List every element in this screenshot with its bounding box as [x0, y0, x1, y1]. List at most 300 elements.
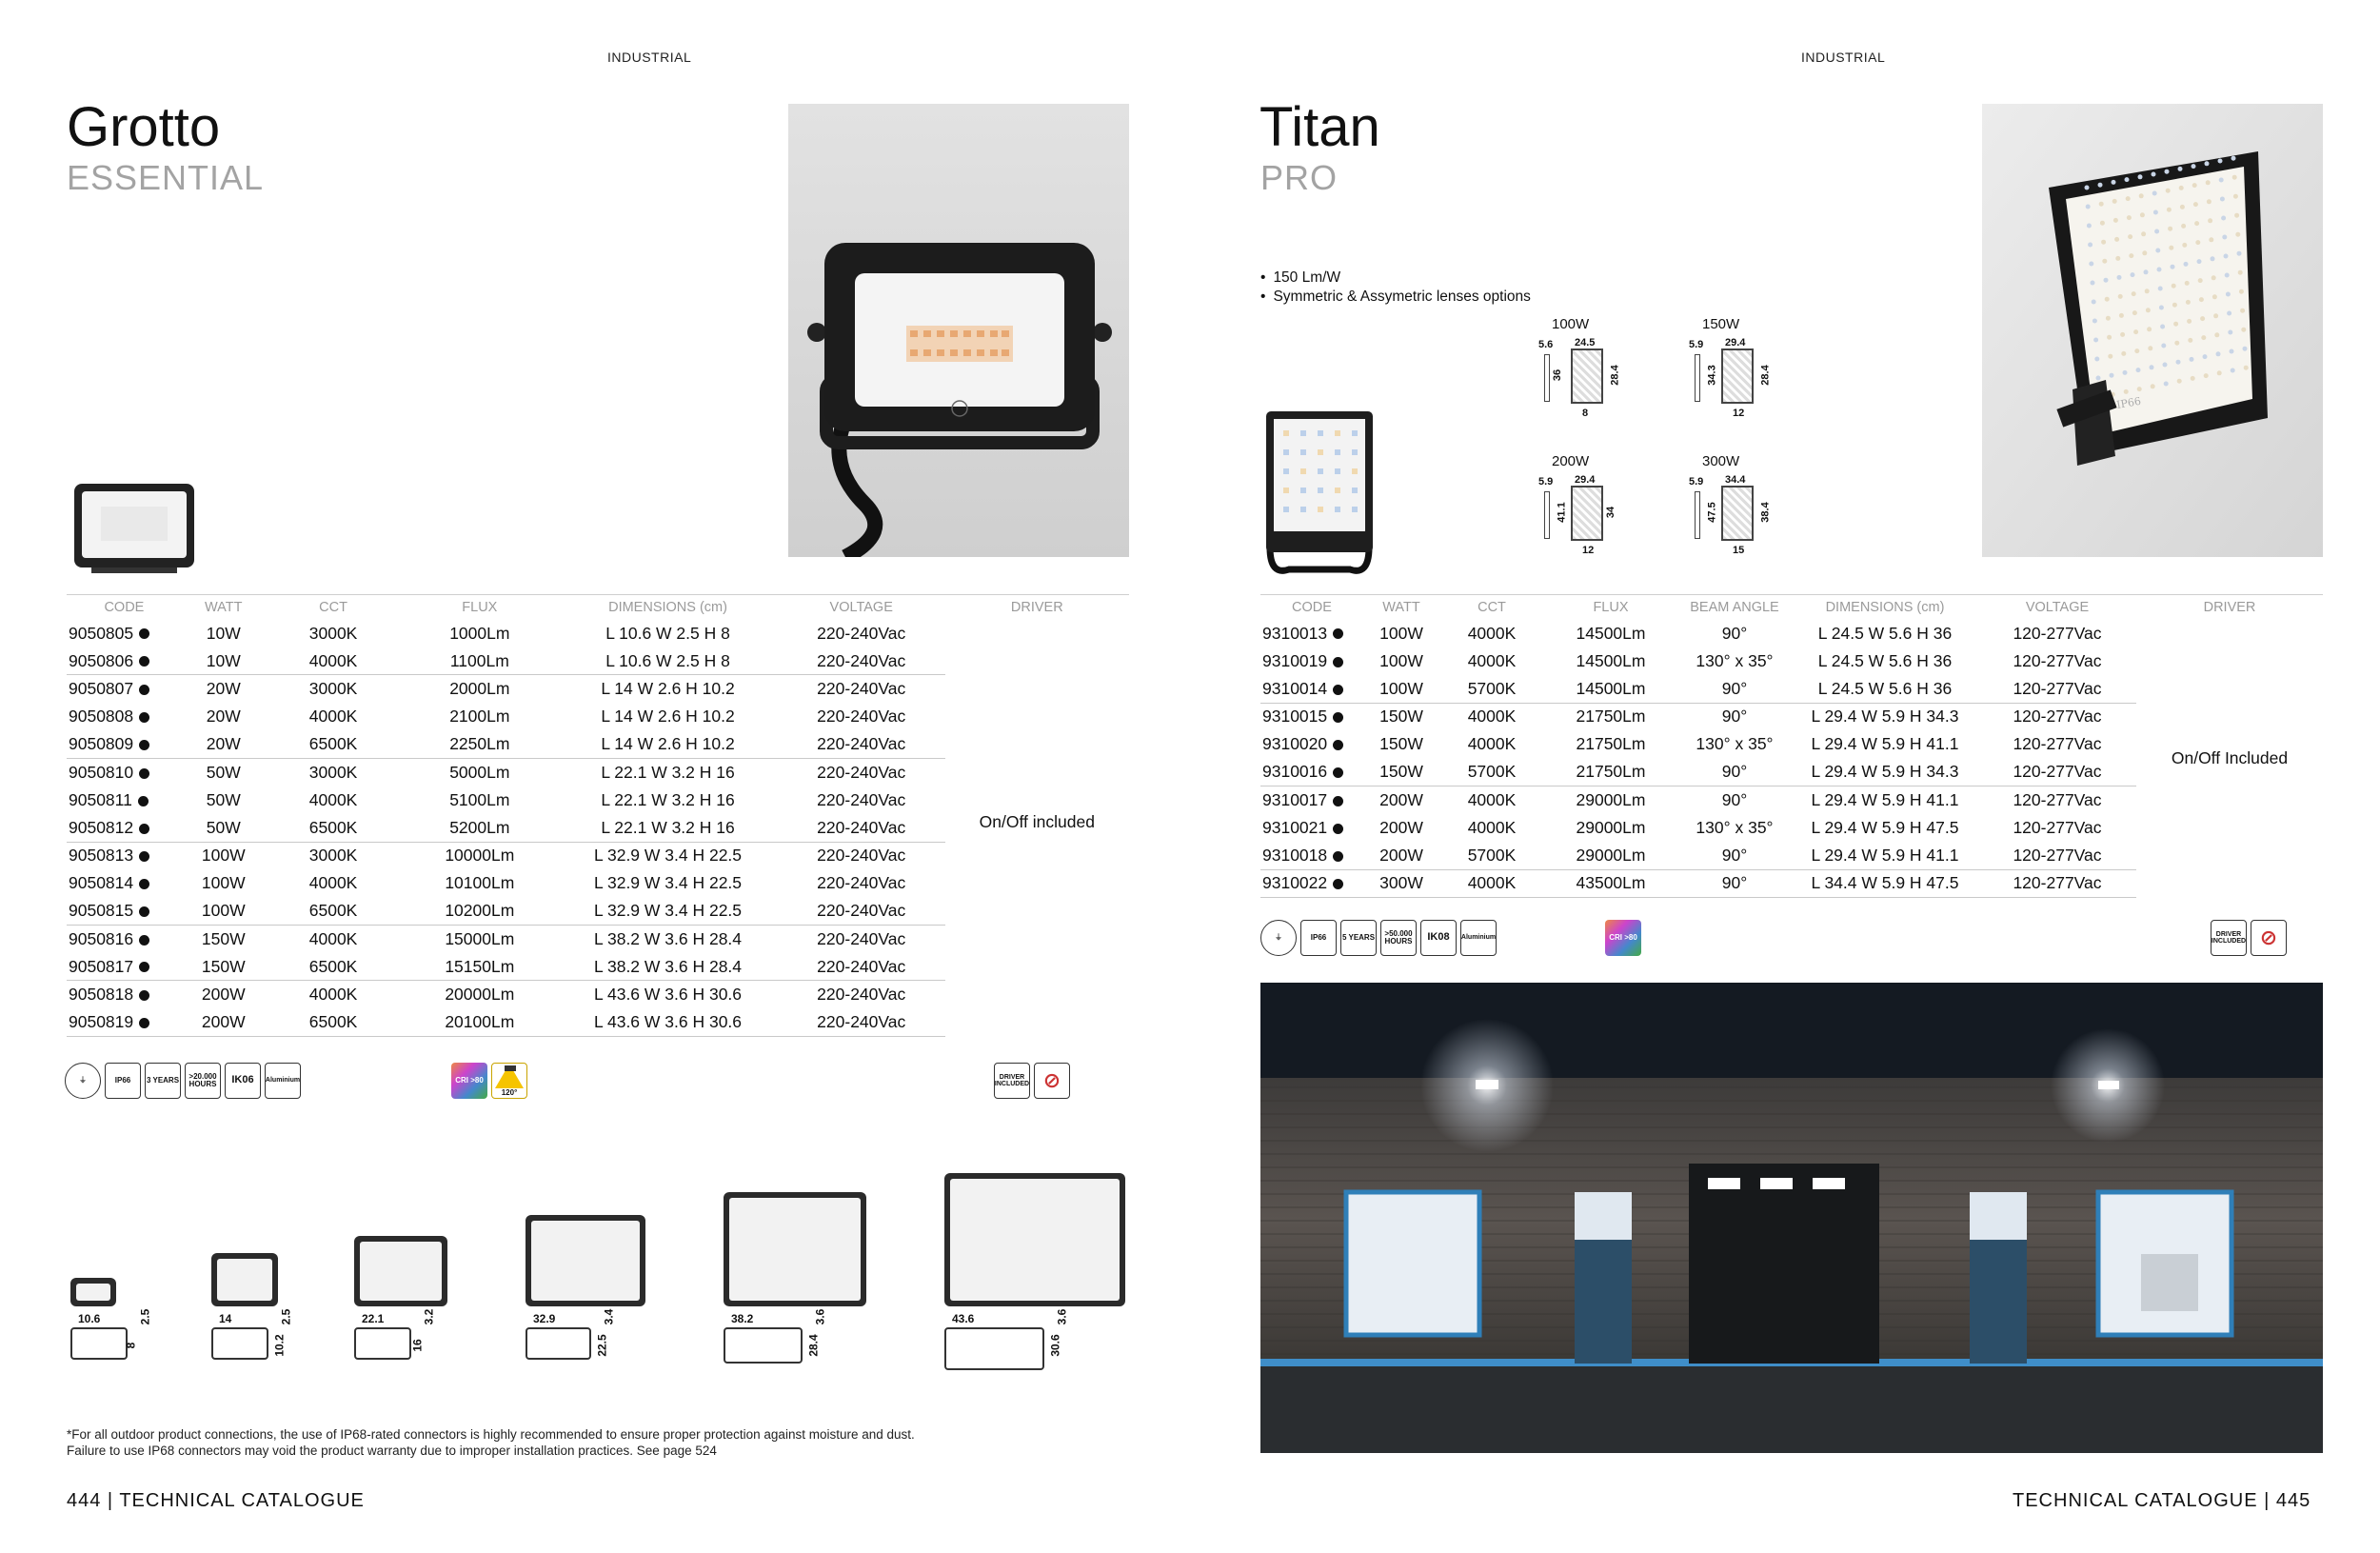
color-dot-icon: [1333, 879, 1343, 889]
driver-cell: On/Off Included: [2171, 747, 2289, 767]
table-header: [1260, 595, 2323, 620]
size-outline-icon: [70, 1327, 128, 1360]
table-cell: 4000K: [308, 985, 358, 1005]
color-dot-icon: [1333, 851, 1343, 862]
table-cell: 150W: [182, 953, 266, 981]
table-cell: 200W: [1379, 789, 1423, 809]
table-cell: L 32.9 W 3.4 H 22.5: [558, 897, 778, 925]
table-cell: 120-277Vac: [2013, 707, 2102, 727]
table-cell: L 32.9 W 3.4 H 22.5: [594, 846, 743, 866]
table-cell: 5700K: [1439, 675, 1544, 703]
table-cell: 220-240Vac: [778, 647, 945, 675]
table-cell: 21750Lm: [1576, 707, 1646, 727]
footnote: [67, 1426, 915, 1459]
table-cell: 20000Lm: [445, 985, 515, 1005]
color-dot-icon: [139, 628, 149, 639]
table-cell: L 14 W 2.6 H 10.2: [558, 730, 778, 758]
color-dot-icon: [139, 851, 149, 862]
table-cell: 43500Lm: [1544, 869, 1677, 897]
table-cell: 220-240Vac: [778, 897, 945, 925]
table-cell: 6500K: [266, 814, 402, 842]
table-cell: 220-240Vac: [817, 985, 906, 1005]
cell-code-text: 9050816: [69, 928, 134, 948]
cell-code-text: 9050814: [69, 873, 134, 893]
color-dot-icon: [138, 796, 149, 806]
driver-cell: On/Off included: [979, 811, 1095, 831]
color-dot-icon: [139, 740, 149, 750]
table-cell: L 24.5 W 5.6 H 36: [1817, 650, 1953, 670]
table-cell: 5200Lm: [401, 814, 558, 842]
footnote-line: *For all outdoor product connections, the use of IP68-rated connectors is highly recommended to ensure proper protection against moisture and dust.: [67, 1427, 915, 1442]
cell-code: [1260, 675, 1363, 703]
tech-dim-c: 34.3: [1706, 365, 1718, 386]
col-header: DIMENSIONS (cm): [558, 595, 778, 620]
cell-code-text: 9310017: [1262, 789, 1328, 809]
table-cell: 120-277Vac: [1978, 869, 2136, 897]
table-header: [67, 595, 1129, 620]
table-cell: 20100Lm: [401, 1008, 558, 1036]
warranty: 5 YEARS: [1341, 932, 1376, 942]
ik-rating-icon: [225, 1063, 261, 1099]
table-cell: 220-240Vac: [817, 789, 906, 809]
tech-dim-b: 24.5: [1575, 337, 1596, 348]
optic-icons: [451, 1063, 527, 1099]
table-cell: 2000Lm: [449, 679, 510, 699]
ip-rating: IP66: [1310, 932, 1327, 942]
table-cell: L 29.4 W 5.9 H 41.1: [1811, 734, 1959, 754]
cell-code: [1260, 730, 1363, 758]
color-dot-icon: [139, 990, 149, 1001]
table-cell: 14500Lm: [1576, 650, 1646, 670]
table-cell: 3000K: [308, 679, 358, 699]
size-outline-icon: [724, 1327, 803, 1364]
table-cell: L 29.4 W 5.9 H 47.5: [1811, 817, 1959, 837]
beam-angle: 120°: [501, 1087, 518, 1097]
product-thumbnail: [72, 482, 196, 575]
material-icon: [265, 1063, 301, 1099]
no-dimming-icon: ⊘: [2251, 920, 2287, 956]
feature-icons: [1260, 920, 1497, 956]
cell-code: [67, 703, 182, 730]
table-cell: 29000Lm: [1544, 842, 1677, 869]
product-subtitle: PRO: [1260, 158, 1339, 197]
col-header: VOLTAGE: [778, 595, 945, 620]
driver-included-icon: [2211, 920, 2247, 956]
material: Aluminium: [265, 1077, 301, 1085]
material: Aluminium: [1460, 934, 1497, 942]
table-cell: 4000K: [1467, 789, 1517, 809]
cri-value: CRI >80: [455, 1075, 484, 1085]
cell-code: [67, 926, 182, 953]
color-dot-icon: [1333, 628, 1343, 639]
ground-icon: ⏚: [1260, 920, 1297, 956]
cell-code: [1260, 814, 1363, 842]
table-cell: 4000K: [308, 873, 358, 893]
cell-code-text: 9310021: [1262, 817, 1328, 837]
table-cell: 220-240Vac: [817, 928, 906, 948]
table-cell: 100W: [1363, 675, 1439, 703]
color-dot-icon: [139, 935, 149, 946]
table-cell: 220-240Vac: [817, 623, 906, 643]
tech-dim-e: 15: [1733, 545, 1745, 556]
cell-code-text: 9050817: [69, 956, 134, 976]
cell-code: [67, 981, 182, 1008]
col-header: CODE: [1260, 595, 1363, 620]
cell-code-text: 9050806: [69, 650, 134, 670]
cell-code: [67, 842, 182, 869]
table-cell: 220-240Vac: [817, 762, 906, 782]
cell-code: [67, 758, 182, 786]
color-dot-icon: [1333, 657, 1343, 667]
table-cell: 3000K: [308, 762, 358, 782]
tech-dim-c: 47.5: [1706, 502, 1718, 523]
color-dot-icon: [139, 656, 149, 667]
col-header: FLUX: [401, 595, 558, 620]
cell-code-text: 9050809: [69, 734, 134, 754]
col-header: DRIVER: [2136, 595, 2323, 620]
product-subtitle: ESSENTIAL: [67, 158, 265, 197]
table-cell: 15000Lm: [445, 928, 515, 948]
size-height: 8: [124, 1342, 138, 1349]
tech-dim-d: 34: [1605, 506, 1617, 519]
table-cell: L 32.9 W 3.4 H 22.5: [594, 873, 743, 893]
color-dot-icon: [1333, 796, 1343, 806]
table-cell: 50W: [206, 789, 241, 809]
table-cell: 120-277Vac: [2013, 817, 2102, 837]
table-cell: 200W: [182, 1008, 266, 1036]
cell-code-text: 9050807: [69, 679, 134, 699]
table-cell: L 22.1 W 3.2 H 16: [558, 814, 778, 842]
warranty-icon: [145, 1063, 181, 1099]
tech-drawing-icon: [1721, 486, 1754, 541]
tech-side-icon: [1544, 354, 1550, 402]
table-cell: 10100Lm: [445, 873, 515, 893]
table-cell: L 43.6 W 3.6 H 30.6: [558, 1008, 778, 1036]
table-cell: L 29.4 W 5.9 H 34.3: [1792, 758, 1978, 786]
table-cell: 15150Lm: [401, 953, 558, 981]
table-cell: 200W: [1363, 842, 1439, 869]
table-cell: 4000K: [266, 647, 402, 675]
cell-code: [67, 897, 182, 925]
table-cell: 1100Lm: [401, 647, 558, 675]
color-dot-icon: [1333, 712, 1343, 723]
cri-icon: [1605, 920, 1641, 956]
tech-dim-b: 34.4: [1725, 474, 1746, 486]
table-cell: 220-240Vac: [817, 679, 906, 699]
table-cell: 220-240Vac: [817, 846, 906, 866]
table-cell: 20W: [206, 707, 241, 727]
table-cell: 90°: [1721, 623, 1748, 643]
tech-dim-a: 5.9: [1689, 339, 1704, 350]
table-cell: 6500K: [266, 897, 402, 925]
table-cell: 4000K: [1467, 623, 1517, 643]
ik-rating: IK06: [231, 1074, 254, 1086]
table-cell: L 14 W 2.6 H 10.2: [601, 707, 735, 727]
col-header: DIMENSIONS (cm): [1792, 595, 1978, 620]
cell-code-text: 9050813: [69, 846, 134, 866]
col-header: DRIVER: [945, 595, 1129, 620]
size-lamp-icon: [211, 1253, 278, 1306]
table-cell: 150W: [201, 928, 246, 948]
page-footer: 444 | TECHNICAL CATALOGUE: [67, 1490, 365, 1511]
size-width: 14: [219, 1312, 232, 1325]
table-cell: 6500K: [266, 953, 402, 981]
size-height: 22.5: [595, 1334, 609, 1357]
table-cell: 4000K: [1467, 817, 1517, 837]
cell-code-text: 9050811: [69, 789, 132, 809]
size-outline-icon: [211, 1327, 268, 1360]
size-height: 10.2: [272, 1334, 287, 1357]
table-cell: 29000Lm: [1576, 789, 1646, 809]
table-cell: 120-277Vac: [2013, 734, 2102, 754]
cell-code: [67, 675, 182, 703]
table-cell: 4000K: [1467, 734, 1517, 754]
no-dimming-icon: ⊘: [1034, 1063, 1070, 1099]
lifetime-icon: [185, 1063, 221, 1099]
table-cell: 90°: [1677, 758, 1792, 786]
cell-code-text: 9050810: [69, 762, 134, 782]
table-cell: 130° x 35°: [1696, 817, 1774, 837]
table-cell: L 14 W 2.6 H 10.2: [601, 679, 735, 699]
cell-code-text: 9310014: [1262, 678, 1328, 698]
tech-dim-e: 8: [1582, 408, 1589, 419]
warranty: 3 YEARS: [146, 1075, 180, 1085]
cell-code-text: 9050805: [69, 623, 134, 643]
color-dot-icon: [1333, 824, 1343, 834]
size-depth: 2.5: [279, 1308, 293, 1325]
cell-code-text: 9050818: [69, 985, 134, 1005]
color-dot-icon: [139, 1018, 149, 1028]
color-dot-icon: [139, 824, 149, 834]
feature-icons: [65, 1063, 301, 1099]
size-depth: 3.6: [812, 1308, 826, 1325]
lifetime-hours: >50.000 HOURS: [1384, 928, 1413, 946]
col-header: CCT: [1439, 595, 1544, 620]
table-cell: 200W: [201, 985, 246, 1005]
section-label: INDUSTRIAL: [1801, 50, 1886, 65]
product-title: Titan: [1259, 96, 1380, 158]
tech-dim-c: 36: [1552, 368, 1564, 382]
col-header: BEAM ANGLE: [1677, 595, 1792, 620]
cri-icon: [451, 1063, 487, 1099]
optic-icons: [1605, 920, 1641, 956]
cell-code: [1260, 620, 1363, 647]
table-cell: 5700K: [1439, 758, 1544, 786]
color-dot-icon: [1333, 740, 1343, 750]
table-cell: 130° x 35°: [1696, 650, 1774, 670]
size-lamp-icon: [944, 1173, 1125, 1306]
ip-rating-icon: [105, 1063, 141, 1099]
tech-dim-d: 28.4: [1759, 365, 1772, 386]
cell-code-text: 9310013: [1262, 623, 1328, 643]
color-dot-icon: [1333, 767, 1343, 778]
table-cell: 300W: [1363, 869, 1439, 897]
table-cell: L 29.4 W 5.9 H 41.1: [1792, 842, 1978, 869]
cell-code: [67, 786, 182, 814]
size-outline-icon: [526, 1327, 591, 1360]
col-header: CCT: [266, 595, 402, 620]
product-photo: [1982, 104, 2323, 557]
cell-code-text: 9310016: [1262, 762, 1328, 782]
table-cell: L 38.2 W 3.6 H 28.4: [558, 953, 778, 981]
table-cell: L 43.6 W 3.6 H 30.6: [594, 985, 743, 1005]
table-cell: L 29.4 W 5.9 H 41.1: [1811, 789, 1959, 809]
table-cell: 150W: [1379, 707, 1423, 727]
warranty-icon: [1340, 920, 1377, 956]
tech-dim-d: 38.4: [1759, 502, 1772, 523]
table-cell: 200W: [1379, 817, 1423, 837]
col-header: WATT: [1363, 595, 1439, 620]
feature-list: [1260, 269, 1531, 307]
cell-code-text: 9310015: [1262, 707, 1328, 727]
size-width: 43.6: [952, 1312, 975, 1325]
ip-rating-icon: [1300, 920, 1337, 956]
table-cell: 120-277Vac: [2013, 623, 2102, 643]
cell-code: [67, 1008, 182, 1036]
svg-text:IP66: IP66: [2115, 394, 2142, 411]
cell-code: [67, 730, 182, 758]
size-depth: 3.4: [602, 1308, 616, 1325]
table-cell: 5000Lm: [449, 762, 510, 782]
table-cell: L 10.6 W 2.5 H 8: [605, 623, 730, 643]
table-cell: 90°: [1677, 869, 1792, 897]
table-cell: 90°: [1677, 675, 1792, 703]
section-label: INDUSTRIAL: [607, 50, 692, 65]
table-cell: 3000K: [308, 623, 358, 643]
lifetime-hours: >20.000 HOURS: [188, 1071, 217, 1088]
table-cell: 6500K: [266, 730, 402, 758]
table-cell: 220-240Vac: [778, 1008, 945, 1036]
table-cell: 130° x 35°: [1696, 734, 1774, 754]
beam-angle-icon: [491, 1063, 527, 1099]
tech-dim-c: 41.1: [1556, 502, 1568, 523]
tech-dim-b: 29.4: [1575, 474, 1596, 486]
table-cell: 20W: [182, 730, 266, 758]
cell-code: [1260, 758, 1363, 786]
table-cell: 120-277Vac: [1978, 758, 2136, 786]
table-cell: 2100Lm: [449, 707, 510, 727]
cell-code: [1260, 703, 1363, 730]
table-cell: L 34.4 W 5.9 H 47.5: [1792, 869, 1978, 897]
table-cell: 5100Lm: [449, 789, 510, 809]
driver-icons: [994, 1063, 1070, 1099]
color-dot-icon: [139, 712, 149, 723]
table-cell: 50W: [182, 814, 266, 842]
col-header: CODE: [67, 595, 182, 620]
table-cell: 220-240Vac: [778, 730, 945, 758]
table-cell: 4000K: [308, 928, 358, 948]
table-cell: 220-240Vac: [817, 873, 906, 893]
tech-dim-e: 12: [1582, 545, 1595, 556]
cell-code-text: 9310019: [1262, 650, 1328, 670]
table-cell: 120-277Vac: [2013, 650, 2102, 670]
tech-side-icon: [1544, 491, 1550, 539]
table-cell: 10200Lm: [401, 897, 558, 925]
ik-rating: IK08: [1427, 931, 1450, 944]
tech-dim-a: 5.9: [1538, 476, 1554, 488]
tech-dim-b: 29.4: [1725, 337, 1746, 348]
tech-dim-e: 12: [1733, 408, 1745, 419]
table-cell: 100W: [182, 897, 266, 925]
table-cell: 220-240Vac: [817, 707, 906, 727]
cell-code: [67, 620, 182, 647]
table-row: [1260, 620, 2323, 647]
table-cell: 120-277Vac: [1978, 675, 2136, 703]
table-cell: 10W: [206, 623, 241, 643]
size-width: 38.2: [731, 1312, 754, 1325]
table-cell: 100W: [1379, 650, 1423, 670]
color-dot-icon: [1333, 685, 1343, 695]
table-cell: 14500Lm: [1544, 675, 1677, 703]
col-header: VOLTAGE: [1978, 595, 2136, 620]
material-icon: [1460, 920, 1497, 956]
tech-side-icon: [1695, 491, 1700, 539]
size-depth: 2.5: [138, 1308, 152, 1325]
table-cell: 1000Lm: [449, 623, 510, 643]
table-cell: 21750Lm: [1576, 734, 1646, 754]
table-cell: 220-240Vac: [778, 814, 945, 842]
table-cell: 100W: [1379, 623, 1423, 643]
ik-rating-icon: [1420, 920, 1457, 956]
tech-side-icon: [1695, 354, 1700, 402]
size-width: 22.1: [362, 1312, 385, 1325]
product-title: Grotto: [67, 96, 221, 158]
lifetime-icon: [1380, 920, 1417, 956]
table-row: [67, 620, 1129, 647]
cell-code-text: 9050819: [69, 1011, 134, 1031]
cell-code: [67, 869, 182, 897]
driver-badge: DRIVER INCLUDED: [994, 1073, 1030, 1087]
size-height: 28.4: [806, 1334, 821, 1357]
size-outline-icon: [354, 1327, 411, 1360]
size-width: 10.6: [78, 1312, 101, 1325]
application-photo: [1260, 983, 2323, 1453]
color-dot-icon: [139, 768, 149, 779]
tech-drawing-icon: [1571, 348, 1603, 404]
driver-icons: [2211, 920, 2287, 956]
table-cell: 6500K: [266, 1008, 402, 1036]
table-cell: 90°: [1677, 842, 1792, 869]
size-depth: 3.2: [422, 1308, 436, 1325]
cell-code: [67, 953, 182, 981]
driver-badge: DRIVER INCLUDED: [2211, 930, 2247, 945]
size-lamp-icon: [70, 1278, 116, 1306]
cell-code: [1260, 647, 1363, 675]
table-cell: 150W: [1363, 758, 1439, 786]
table-cell: L 38.2 W 3.6 H 28.4: [594, 928, 743, 948]
tech-label: 200W: [1552, 453, 1590, 469]
col-header: WATT: [182, 595, 266, 620]
table-cell: L 22.1 W 3.2 H 16: [601, 789, 735, 809]
feature-item: • 150 Lm/W: [1260, 269, 1531, 288]
table-cell: 4000K: [308, 789, 358, 809]
footnote-line: Failure to use IP68 connectors may void the product warranty due to improper installation practices. See page 524: [67, 1443, 717, 1458]
table-cell: 5700K: [1439, 842, 1544, 869]
table-cell: 4000K: [308, 707, 358, 727]
page-footer: TECHNICAL CATALOGUE | 445: [2013, 1490, 2311, 1511]
table-cell: 4000K: [1467, 650, 1517, 670]
tech-dim-d: 28.4: [1609, 365, 1621, 386]
table-cell: L 10.6 W 2.5 H 8: [558, 647, 778, 675]
size-lamp-icon: [354, 1236, 447, 1306]
feature-item: • Symmetric & Assymetric lenses options: [1260, 288, 1531, 307]
color-dot-icon: [139, 906, 149, 917]
table-cell: 100W: [201, 873, 246, 893]
table-cell: 10W: [182, 647, 266, 675]
table-cell: 14500Lm: [1576, 623, 1646, 643]
table-cell: 20W: [206, 679, 241, 699]
spec-table: [67, 594, 1129, 1037]
